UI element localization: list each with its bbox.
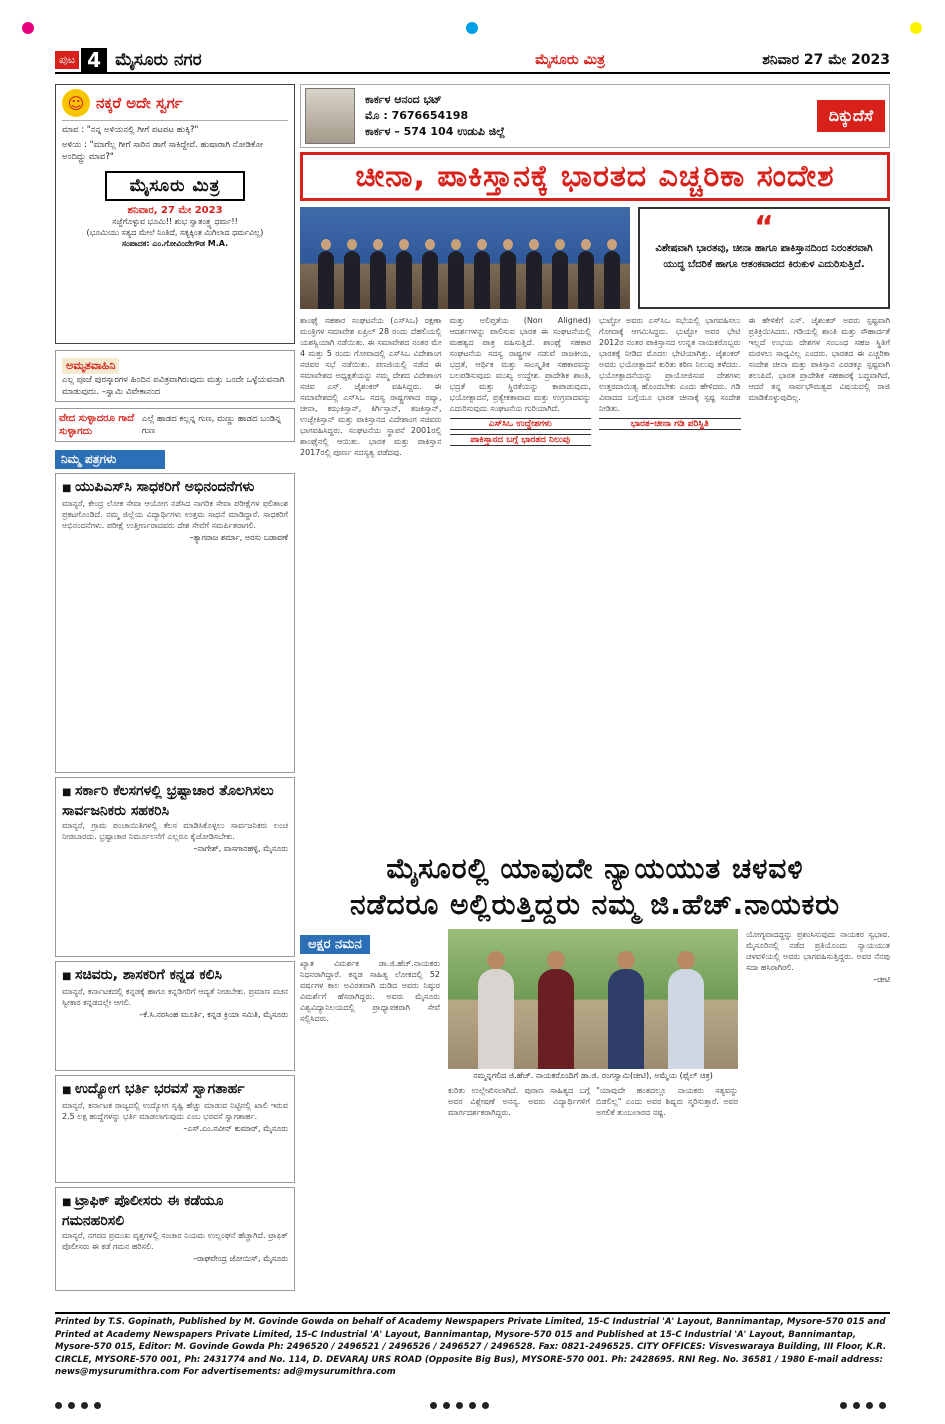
masthead: ಮೈಸೂರು ಮಿತ್ರ (105, 171, 245, 201)
sco-group-photo (300, 207, 630, 309)
article-column-3 (599, 315, 741, 843)
letter-body: ಮಾನ್ಯರೆ, ಕರ್ನಾಟಕ ರಾಜ್ಯದಲ್ಲಿ ಉದ್ಯೋಗ ಸೃಷ್ಟಿ ಹೆಚ್ಚು ಮಾಡುವ ನಿಟ್ಟಿನಲ್ಲಿ ಖಾಲಿ ಇರುವ 2.5 ಲಕ್ಷ ಹುದ್ದೆಗಳನ್ನು ಭರ್ತಿ ಮಾಡಲಾಗುವುದು ಎಂಬ ಭರವಸೆ ಸ್ವಾಗತಾರ್ಹ. (62, 1101, 288, 1121)
article-column-4: ಈ ಹೇಳಿಕೆಗೆ ಎಸ್. ಜೈಶಂಕರ್ ಅವರು ಸ್ಪಷ್ಟವಾಗಿ ಪ್ರತಿಕ್ರಿಯಿಸಿದರು. ಗಡಿಯಲ್ಲಿ ಶಾಂತಿ ಮತ್ತು ಸೌಹಾರ್ದತೆ ಇಲ್ಲದೆ ಉಭಯ ದೇಶಗಳ ಸಂಬಂಧ ಸಹಜ ಸ್ಥಿತಿಗೆ ಮರಳಲು ಸಾಧ್ಯವಿಲ್ಲ ಎಂದರು. ಭಾರತದ ಈ ಎಚ್ಚರಿಕಾ ಸಂದೇಶ ಚೀನಾ ಮತ್ತು ಪಾಕಿಸ್ತಾನ ಎರಡಕ್ಕೂ ಸ್ಪಷ್ಟವಾಗಿ ತಲುಪಿದೆ. ಭಾರತ ಪ್ರಾದೇಶಿಕ ಸಹಕಾರಕ್ಕೆ ಬದ್ಧವಾಗಿದೆ, ಆದರೆ ತನ್ನ ಸಾರ್ವಭೌಮತ್ವದ ವಿಷಯದಲ್ಲಿ ರಾಜಿ ಮಾಡಿಕೊಳ್ಳುವುದಿಲ್ಲ. (748, 316, 890, 402)
masthead-date: ಶನಿವಾರ, 27 ಮೇ 2023 (127, 205, 223, 216)
tribute-photo (448, 929, 738, 1069)
letter-signature: –ರಾಘವೇಂದ್ರ ಜೋಯಿಸ್, ಮೈಸೂರು (193, 1254, 288, 1263)
tribute-left-column (300, 929, 440, 1219)
editor-line: ಸಂಪಾದಕ: ಎಂ.ಗೋವಿಂದೇಗೌಡ M.A. (121, 239, 229, 248)
paper-name: ಮೈಸೂರು ಮಿತ್ರ (535, 52, 605, 68)
letter-item (55, 1187, 295, 1291)
left-column (55, 84, 295, 1394)
article-headline: ಚೀನಾ, ಪಾಕಿಸ್ತಾನಕ್ಕೆ ಭಾರತದ ಎಚ್ಚರಿಕಾ ಸಂದೇಶ (300, 152, 890, 201)
tribute-center-text-1: ಕುರಿತು ಉಲ್ಲೇಖಿಸಲಾಗಿದೆ. ಪುರಾಣ ಸಾಹಿತ್ಯದ ಬಗ್ಗೆ ಅವರ ವಿಶ್ಲೇಷಣೆ ಅನನ್ಯ. ಅವರು ವಿದ್ಯಾರ್ಥಿಗಳಿಗೆ ಮಾರ್ಗದರ್ಶಕರಾಗಿದ್ದರು. (448, 1086, 590, 1117)
quote-mark-icon: “ (754, 210, 774, 245)
tribute-right-column (746, 929, 890, 1219)
main-article-area (300, 84, 890, 1219)
proverb-text: ಎಲ್ಲೆ ಹಾಡದ ಕಲ್ಲನ್ನ ಗುಣ, ಮಣ್ಣು ಹಾಡದ ಬಂಡಿನ್ನ ಗುಣ (141, 414, 282, 436)
tribute-center (448, 929, 738, 1219)
masthead-tagline-2: (ಭೂಮಿಯು ಸತ್ಯದ ಮೇಲೆ ನಿಂತಿದೆ, ಸತ್ಯಕ್ಕಿಂತ ಮಿಗಿಲಾದ ಧರ್ಮವಿಲ್ಲ) (86, 228, 264, 237)
page-number: 4 (81, 48, 107, 72)
author-name: ಕಾರ್ಕಳ ಆನಂದ ಭಟ್ (365, 93, 442, 106)
letter-item (55, 961, 295, 1071)
article-column-2-text: ಮತ್ತು ಅಲಿಪ್ತತೆಯ (Non Aligned) ಆದರ್ಶಗಳನ್ನು ಪಾಲಿಸುವ ಭಾರತ ಈ ಸಂಘಟನೆಯಲ್ಲಿ ಮಹತ್ವದ ಪಾತ್ರ ವಹಿಸುತ್ತಿದೆ. ಶಾಂಘೈ ಸಹಕಾರ ಸಂಘಟನೆಯ ಸದಸ್ಯ ರಾಷ್ಟ್ರಗಳ ನಡುವೆ ರಾಜಕೀಯ, ಭದ್ರತೆ, ಆರ್ಥಿಕ ಮತ್ತು ಸಾಂಸ್ಕೃತಿಕ ಸಹಕಾರವನ್ನು ಬಲಪಡಿಸುವುದು ಮುಖ್ಯ ಉದ್ದೇಶ. ಪ್ರಾದೇಶಿಕ ಶಾಂತಿ, ಭದ್ರತೆ ಮತ್ತು ಸ್ಥಿರತೆಯನ್ನು ಕಾಪಾಡುವುದು, ಭಯೋತ್ಪಾದನೆ, ಪ್ರತ್ಯೇಕತಾವಾದ ಮತ್ತು ಉಗ್ರವಾದವನ್ನು ಎದುರಿಸುವುದು ಸಂಘಟನೆಯ ಗುರಿಯಾಗಿದೆ. (449, 316, 591, 413)
column-name: ದಿಕ್ಕುದೆಸೆ (817, 100, 885, 132)
page-date: ಶನಿವಾರ 27 ಮೇ 2023 (762, 52, 890, 68)
letter-title: ■ ಯುಪಿಎಸ್‌ಸಿ ಸಾಧಕರಿಗೆ ಅಭಿನಂದನೆಗಳು (62, 478, 288, 498)
column-byline (300, 84, 890, 148)
pull-quote (638, 207, 890, 309)
letter-title: ■ ಸರ್ಕಾರಿ ಕೆಲಸಗಳಲ್ಲಿ ಭ್ರಷ್ಟಾಚಾರ ತೊಲಗಿಸಲು ಸಾರ್ವಜನಿಕರು ಸಹಕರಿಸಿ (62, 782, 288, 820)
article-column-2 (450, 315, 592, 843)
letter-signature: –ಕೆ.ಸಿ.ನರಸಿಂಹ ಮೂರ್ತಿ, ಕನ್ನಡ ಕ್ರಿಯಾ ಸಮಿತಿ, ಮೈಸೂರು (139, 1010, 288, 1019)
tribute-headline-line-1: ಮೈಸೂರಲ್ಲಿ ಯಾವುದೇ ನ್ಯಾಯಯುತ ಚಳವಳಿ (386, 852, 804, 885)
page-tag: ಪುಟ (55, 51, 79, 69)
author-photo (305, 88, 355, 144)
registration-mark-top-mid (466, 22, 478, 34)
article-column-3-text: ಭುಟ್ಟೋ ಅವರು ಎಸ್‌ಸಿಒ ಸಭೆಯಲ್ಲಿ ಭಾಗವಹಿಸಲು ಗೋವಾಕ್ಕೆ ಆಗಮಿಸಿದ್ದರು. ಭುಟ್ಟೋ ಅವರ ಭೇಟಿ 2012ರ ನಂತರ ಪಾಕಿಸ್ತಾನದ ಉನ್ನತ ನಾಯಕರೊಬ್ಬರು ಭಾರತಕ್ಕೆ ನೀಡಿದ ಮೊದಲ ಭೇಟಿಯಾಗಿತ್ತು. ಜೈಶಂಕರ್ ಅವರು ಭಯೋತ್ಪಾದನೆ ಕುರಿತು ಕಠಿಣ ನಿಲುವು ತಳೆದರು. ಭಯೋತ್ಪಾದನೆಯನ್ನು ಪ್ರಾಯೋಜಿಸುವ ದೇಶಗಳು ಉತ್ತರದಾಯಿತ್ವ ಹೊಂದಬೇಕು ಎಂದು ಹೇಳಿದರು. ಗಡಿ ವಿವಾದದ ಬಗ್ಗೆಯೂ ಭಾರತ ಚೀನಾಕ್ಕೆ ಸ್ಪಷ್ಟ ಸಂದೇಶ ನೀಡಿತು. (599, 316, 741, 413)
letter-item (55, 777, 295, 957)
author-details (365, 92, 505, 140)
tribute-right-text: ಯೋಗ್ಯವಾದದ್ದನ್ನು ಪ್ರಶಂಸಿಸುವುದು ನಾಯಕರ ಸ್ವಭಾವ. ಮೈಸೂರಿನಲ್ಲಿ ನಡೆದ ಪ್ರತಿಯೊಂದು ನ್ಯಾಯಯುತ ಚಳವಳಿಯಲ್ಲಿ ಅವರು ಭಾಗವಹಿಸುತ್ತಿದ್ದರು. ಅವರ ನೆನಪು ಸದಾ ಹಸಿರಾಗಿರಲಿ. (746, 930, 890, 972)
letter-body: ಮಾನ್ಯರೆ, ಕರ್ನಾಟಕದಲ್ಲಿ ಕನ್ನಡಕ್ಕೆ ಹಾಗೂ ಕನ್ನಡಿಗರಿಗೆ ಆದ್ಯತೆ ನೀಡಬೇಕು. ಪ್ರಮಾಣ ವಚನ ಸ್ವೀಕಾರ ಕನ್ನಡದಲ್ಲೇ ಆಗಲಿ. (62, 987, 288, 1007)
registration-mark-top-right (910, 22, 922, 34)
tribute-left-text: ಖ್ಯಾತ ವಿಮರ್ಶಕ ಡಾ.ಜಿ.ಹೆಚ್.ನಾಯಕರು ನಿಧನರಾಗಿದ್ದಾರೆ. ಕನ್ನಡ ಸಾಹಿತ್ಯ ಲೋಕದಲ್ಲಿ 52 ವರ್ಷಗಳ ಕಾಲ ಅವಿರತವಾಗಿ ದುಡಿದ ಅವರು ನಿಷ್ಠುರ ವಿಮರ್ಶೆಗೆ ಹೆಸರಾಗಿದ್ದರು. ಅವರು ಮೈಸೂರು ವಿಶ್ವವಿದ್ಯಾನಿಲಯದಲ್ಲಿ ಪ್ರಾಧ್ಯಾಪಕರಾಗಿ ಸೇವೆ ಸಲ್ಲಿಸಿದರು. (300, 959, 440, 1023)
letters-header: ನಿಮ್ಮ ಪತ್ರಗಳು (55, 450, 165, 469)
letter-item (55, 1075, 295, 1183)
section-title: ಮೈಸೂರು ನಗರ (115, 50, 202, 70)
joke-title (62, 89, 288, 121)
laughing-face-icon: ☺ (62, 89, 90, 117)
article-subhead-2: ಪಾಕಿಸ್ತಾನದ ಬಗ್ಗೆ ಭಾರತದ ನಿಲುವು (450, 434, 592, 446)
imprint-footer: Printed by T.S. Gopinath, Published by M. Govinde Gowda on behalf of Academy Newspapers Private Limited, 15-C Industrial 'A' Layout, Bannimantap, Mysore-570 015 and Printed at Academy Newspapers Private Limited, 15-C Industrial 'A' Layout, Bannimantap, Mysore-570 015 and Published at 15-C Industrial 'A' Layout, Bannimantap, Mysore-570 015, Editor: M. Govinde Gowda Ph: 2496520 / 2496521 / 2496526 / 2496527 / 2496528. Fax: 0821-2496525. CITY OFFICES: Visveswaraya Building, III Floor, K.R. CIRCLE, MYSORE-570 001, Ph: 2431774 and No. 114, D. DEVARAJ URS ROAD (Opposite Big Bus), MYSORE-570 001. Ph: 2428695. RNI Reg. No. 36581 / 1980 E-mail address: news@mysurumithra.com For advertisements: ad@mysurumithra.com (55, 1312, 890, 1379)
letter-title: ■ ಟ್ರಾಫಿಕ್ ಪೊಲೀಸರು ಈ ಕಡೆಯೂ ಗಮನಹರಿಸಲಿ (62, 1192, 288, 1230)
article-subhead: ಎಸ್‌ಸಿಒ ಉದ್ದೇಶಗಳು (450, 418, 592, 430)
photo-caption: ನಮ್ಮನ್ನಗಲಿದ ಜಿ.ಹೆಚ್. ನಾಯಕರೊಂದಿಗೆ ಡಾ.ಜಿ. ರಂಗಸ್ವಾಮಿ(ಚೀಟಿ), ಅಮ್ಮೆಯ (ಫೈಲ್ ಚಿತ್ರ) (473, 1071, 713, 1080)
letter-body: ಮಾನ್ಯರೆ, ಗ್ರಾಮ ಪಂಚಾಯಿತಿಗಳಲ್ಲಿ ಕೆಲಸ ಮಾಡಿಸಿಕೊಳ್ಳಲು ಸಾರ್ವಜನಿಕರು ಲಂಚ ನೀಡಬಾರದು. ಭ್ರಷ್ಟಾಚಾರ ನಿರ್ಮೂಲನೆಗೆ ಎಲ್ಲರೂ ಕೈಜೋಡಿಸಬೇಕು. (62, 821, 288, 841)
registration-mark-top-left (22, 22, 34, 34)
registration-dots-bottom-mid (430, 1402, 489, 1409)
article-columns (300, 315, 890, 843)
amrita-text: ಎಲ್ಲ ಪೂಜೆ ಪುರಸ್ಕಾರಗಳ ಹಿಂದಿನ ಪವಿತ್ರವಾಗಿರುವುದು ಮತ್ತು ಒಂದೇ ಒಳ್ಳೆಯವನಾಗಿ ಮಾಡುವುದು. –ಸ್ವಾಮಿ ವಿವೇಕಾನಂದ (62, 375, 285, 397)
joke-heading: ನಕ್ಕರೆ ಅದೇ ಸ್ವರ್ಗ (96, 94, 183, 112)
author-phone: ಮೊ : 7676654198 (365, 109, 469, 122)
letter-signature: –ಎಸ್.ಎಂ.ನವೀನ್ ಕುಮಾರ್, ಮೈಸೂರು (183, 1124, 288, 1133)
letter-signature: –ತ್ಯಾಗರಾಜ ಶರ್ಮಾ, ಅರಸು ಬಡಾವಣೆ (189, 533, 288, 542)
amrita-box (55, 350, 295, 402)
proverb-box (55, 408, 295, 442)
article-subhead-3: ಭಾರತ–ಚೀನಾ ಗಡಿ ಪರಿಸ್ಥಿತಿ (599, 418, 741, 430)
tribute-center-text-2: "ಯಾವುದೇ ಹಂತದಲ್ಲೂ ನಾಯಕರು ಸತ್ಯವನ್ನು ಬಿಡಲಿಲ್ಲ" ಎಂದು ಅವರ ಶಿಷ್ಯರು ಸ್ಮರಿಸುತ್ತಾರೆ. ಅವರ ಅಗಲಿಕೆ ತುಂಬಲಾರದ ನಷ್ಟ. (596, 1086, 738, 1117)
joke-line-2: ಅಳಿಯ : "ಮಾಗೆಲ್ಲ ಗೀಗೆ ಸಾರಿನ ಡಾಗೆ ಸಾಕಿದ್ದೇವೆ. ಹುಷಾರಾಗಿ ನೋಡಿಕೋ ಅಂದಿದ್ದ್ರು ಮಾವ?" (62, 140, 264, 162)
joke-line-1: ಮಾವ : "ನನ್ನ ಅಳಿಯನಲ್ಲಿ ಗೀಗೆ ಪಟಪಟ ಹುಕ್ಕಿ?" (62, 125, 199, 135)
page-header (55, 48, 890, 74)
tribute-body (300, 929, 890, 1219)
tribute-tag: ಅಕ್ಷರ ನಮನ (300, 935, 370, 954)
article-column-1: ಶಾಂಘೈ ಸಹಕಾರ ಸಂಘಟನೆಯ (ಎಸ್‌ಸಿಒ) ರಕ್ಷಣಾ ಮಂತ್ರಿಗಳ ಸಮಾವೇಶ ಏಪ್ರಿಲ್ 28 ರಂದು ದೆಹಲಿಯಲ್ಲಿ ಯಶಸ್ವಿಯಾಗಿ ನಡೆಯಿತು. ಈ ಸಮಾವೇಶದ ನಂತರ ಮೇ 4 ಮತ್ತು 5 ರಂದು ಗೋವಾದಲ್ಲಿ ಎಸ್‌ಸಿಒ ವಿದೇಶಾಂಗ ಸಚಿವರ ಸಭೆ ನಡೆಯಿತು. ಪಣಜಿಯಲ್ಲಿ ನಡೆದ ಈ ಸಮಾವೇಶದ ಅಧ್ಯಕ್ಷತೆಯನ್ನು ನಮ್ಮ ದೇಶದ ವಿದೇಶಾಂಗ ಸಚಿವ ಎಸ್. ಜೈಶಂಕರ್ ವಹಿಸಿದ್ದರು. ಈ ಸಮಾವೇಶದಲ್ಲಿ ಎಸ್‌ಸಿಒ ಸದಸ್ಯ ರಾಷ್ಟ್ರಗಳಾದ ರಷ್ಯಾ, ಚೀನಾ, ಕಝಕಿಸ್ತಾನ್, ಕಿರ್ಗಿಸ್ತಾನ್, ತಜಕಿಸ್ತಾನ್, ಉಜ್ಬೇಕಿಸ್ತಾನ್ ಮತ್ತು ಪಾಕಿಸ್ತಾನದ ವಿದೇಶಾಂಗ ಸಚಿವರು ಭಾಗವಹಿಸಿದ್ದರು. ಸಂಘಟನೆಯ ಸ್ಥಾಪನೆ 2001ರಲ್ಲಿ ಶಾಂಘೈನಲ್ಲಿ ಆಯಿತು. ಭಾರತ ಮತ್ತು ಪಾಕಿಸ್ತಾನ 2017ರಲ್ಲಿ ಪೂರ್ಣ ಸದಸ್ಯತ್ವ ಪಡೆದವು. (300, 316, 442, 457)
tribute-headline-line-2: ನಡೆದರೂ ಅಲ್ಲಿರುತ್ತಿದ್ದರು ನಮ್ಮ ಜಿ.ಹೆಚ್.ನಾಯಕರು (349, 888, 840, 921)
registration-dots-bottom-right (840, 1402, 886, 1409)
letter-item (55, 473, 295, 773)
letter-title: ■ ಉದ್ಯೋಗ ಭರ್ತಿ ಭರವಸೆ ಸ್ವಾಗತಾರ್ಹ (62, 1080, 288, 1100)
letter-body: ಮಾನ್ಯರೆ, ನಗರದ ಪ್ರಮುಖ ವೃತ್ತಗಳಲ್ಲಿ ಸಂಚಾರ ನಿಯಮ ಉಲ್ಲಂಘನೆ ಹೆಚ್ಚಾಗಿದೆ. ಟ್ರಾಫಿಕ್ ಪೊಲೀಸರು ಈ ಕಡೆ ಗಮನ ಹರಿಸಲಿ. (62, 1231, 288, 1251)
joke-box (55, 84, 295, 344)
letter-title: ■ ಸಚಿವರು, ಶಾಸಕರಿಗೆ ಕನ್ನಡ ಕಲಿಸಿ (62, 966, 288, 986)
letter-signature: –ನಾಗೇಶ್, ವಾಸಗಾನಹಳ್ಳಿ, ಮೈಸೂರು (193, 844, 288, 853)
registration-dots-bottom (55, 1402, 101, 1409)
pull-quote-text: ವಿಶೇಷವಾಗಿ ಭಾರತವು, ಚೀನಾ ಹಾಗೂ ಪಾಕಿಸ್ತಾನದಿಂದ ನಿರಂತರವಾಗಿ ಯುದ್ಧ ಬೆದರಿಕೆ ಹಾಗೂ ಆತಂಕವಾದದ ಕಿರುಕುಳ ಎದುರಿಸುತ್ತಿದೆ. (655, 243, 873, 270)
amrita-title: ಅಮೃತವಾಹಿನಿ (62, 358, 119, 374)
article-media-row (300, 207, 890, 309)
masthead-tagline: ಸಜ್ಜೆಗೊಳ್ಳುವ ಭೂಮಿ!! ಶುಭ ಸ್ವಾತಂತ್ರ್ಯ ಧರ್ಮ!! (112, 217, 238, 226)
proverb-label: ವೇದ ಸುಳ್ಳಾದರೂ ಗಾದೆ ಸುಳ್ಳಾಗದು (59, 413, 135, 437)
tribute-headline (300, 851, 890, 923)
author-address: ಕಾರ್ಕಳ – 574 104 ಉಡುಪಿ ಜಿಲ್ಲೆ (365, 125, 506, 138)
letter-body: ಮಾನ್ಯರೆ, ಕೇಂದ್ರ ಲೋಕ ಸೇವಾ ಆಯೋಗ ನಡೆಸಿದ ನಾಗರಿಕ ಸೇವಾ ಪರೀಕ್ಷೆಗಳ ಫಲಿತಾಂಶ ಪ್ರಕಟಗೊಂಡಿದೆ. ನಮ್ಮ ಜಿಲ್ಲೆಯ ವಿದ್ಯಾರ್ಥಿಗಳು ಉತ್ತಮ ಸಾಧನೆ ಮಾಡಿದ್ದಾರೆ. ಸಾಧಕರಿಗೆ ಅಭಿನಂದನೆಗಳು. ಪರೀಕ್ಷೆ ಉತ್ತೀರ್ಣರಾದವರು ದೇಶ ಸೇವೆಗೆ ಸಮರ್ಪಿತರಾಗಲಿ. (62, 499, 288, 530)
tribute-signature: –ಚೀಟಿ (873, 975, 890, 984)
